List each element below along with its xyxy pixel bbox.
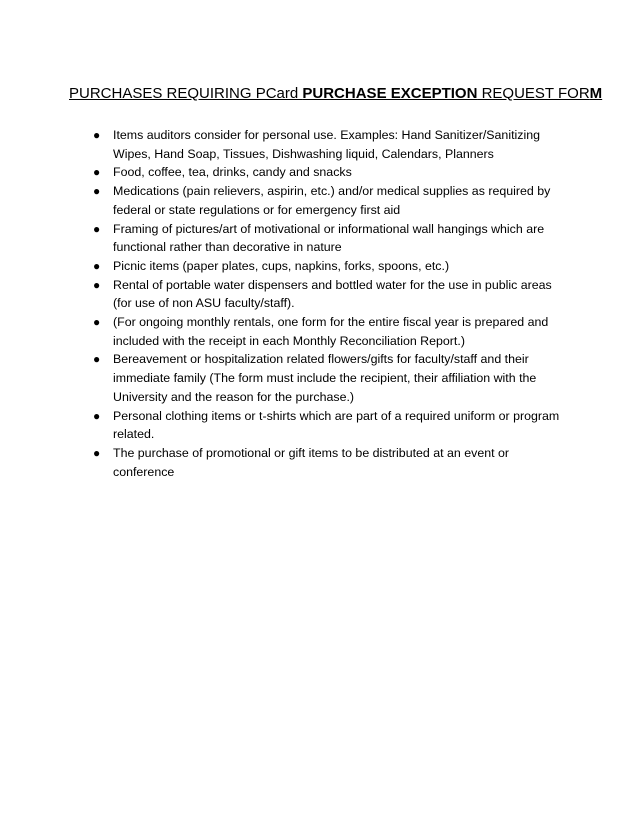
bullet-icon: ● xyxy=(93,445,101,460)
list-item xyxy=(93,163,563,182)
list-item xyxy=(93,182,563,219)
list-item xyxy=(93,126,563,163)
list-item-text: Items auditors consider for personal use. Examples: Hand Sanitizer/Sanitizing Wipes, Hand Soap, Tissues, Dishwashing liquid, Calendars, Planners xyxy=(113,128,540,161)
list-item-text: Food, coffee, tea, drinks, candy and snacks xyxy=(113,165,352,180)
bullet-icon: ● xyxy=(93,258,101,273)
list-item xyxy=(93,313,563,350)
list-item xyxy=(93,350,563,406)
list-item-text: The purchase of promotional or gift items to be distributed at an event or conference xyxy=(113,445,510,479)
list-item xyxy=(93,276,563,313)
list-item-text: Framing of pictures/art of motivational or informational wall hangings which are functional rather than decorative in nature xyxy=(113,221,545,255)
bullet-icon: ● xyxy=(93,277,101,292)
bullet-icon: ● xyxy=(93,184,101,199)
list-item xyxy=(93,444,563,481)
list-item xyxy=(93,220,563,257)
bullet-icon: ● xyxy=(93,165,101,180)
list-item-text: (For ongoing monthly rentals, one form for the entire fiscal year is prepared and included with the receipt in each Monthly Reconciliation Report.) xyxy=(113,315,549,348)
list-item xyxy=(93,257,563,276)
title-part-3: REQUEST FOR xyxy=(477,85,590,102)
bullet-icon: ● xyxy=(93,128,101,142)
title-part-1: PURCHASES REQUIRING PCard xyxy=(69,85,303,102)
page-title xyxy=(69,84,609,104)
list-item-text: Medications (pain relievers, aspirin, etc.) and/or medical supplies as required by federal or state regulations or for emergency first aid xyxy=(113,184,551,217)
bullet-icon: ● xyxy=(93,315,101,330)
list-item-text: Bereavement or hospitalization related flowers/gifts for faculty/staff and their immediate family (The form must include the recipient, their affiliation with the University and the reason for the purchase.) xyxy=(113,352,537,404)
list-item-text: Picnic items (paper plates, cups, napkins, forks, spoons, etc.) xyxy=(113,258,450,273)
exception-items-list xyxy=(93,126,563,481)
list-item-text: Personal clothing items or t-shirts which are part of a required uniform or program related. xyxy=(113,408,560,442)
bullet-icon: ● xyxy=(93,352,101,367)
list-item-text: Rental of portable water dispensers and bottled water for the use in public areas (for use of non ASU faculty/staff). xyxy=(113,277,552,311)
bullet-icon: ● xyxy=(93,408,101,423)
list-item xyxy=(93,407,563,444)
bullet-icon: ● xyxy=(93,221,101,236)
title-part-2: PURCHASE EXCEPTION xyxy=(302,85,478,102)
title-part-4: M xyxy=(589,85,603,102)
